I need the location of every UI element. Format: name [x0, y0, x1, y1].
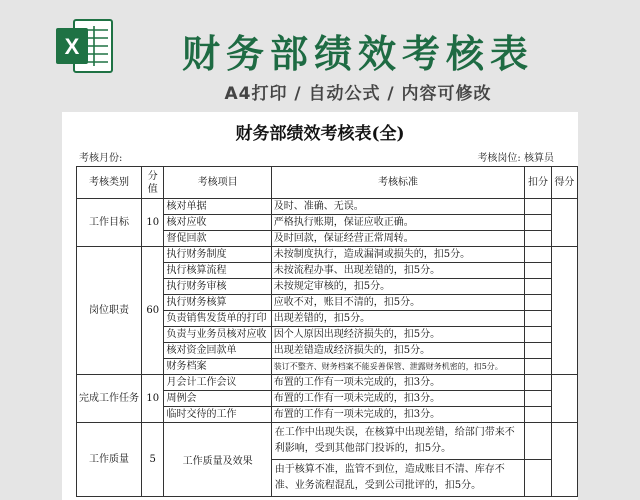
page-subtitle: A4打印 / 自动公式 / 内容可修改 [224, 84, 492, 104]
table-row [77, 423, 578, 460]
got-cell[interactable] [551, 199, 577, 247]
standard-cell: 因个人原因出现经济损失的，扣5分。 [271, 327, 525, 343]
item-cell: 财务档案 [164, 359, 271, 375]
item-cell: 负责销售发货单的打印 [164, 311, 271, 327]
item-cell: 负责与业务员核对应收 [164, 327, 271, 343]
standard-cell: 及时回款，保证经营正常周转。 [271, 231, 525, 247]
assessment-table [76, 166, 578, 497]
page-header [0, 0, 640, 112]
col-score: 分值 [142, 167, 164, 199]
col-standard: 考核标准 [271, 167, 525, 199]
deduct-cell[interactable] [525, 279, 551, 295]
deduct-cell[interactable] [525, 327, 551, 343]
score-cell: 5 [142, 423, 164, 497]
item-cell: 核对单据 [164, 199, 271, 215]
standard-cell: 布置的工作有一项未完成的，扣3分。 [271, 391, 525, 407]
standard-cell: 及时、准确、无误。 [271, 199, 525, 215]
got-cell[interactable] [551, 247, 577, 375]
deduct-cell[interactable] [525, 460, 551, 497]
excel-logo-icon [52, 16, 116, 76]
item-cell: 周例会 [164, 391, 271, 407]
col-deduct: 扣分 [525, 167, 551, 199]
standard-cell: 由于核算不准，监管不到位，造成账目不清、库存不准、业务流程混乱，受到公司批评的，扣5分。 [271, 460, 525, 497]
table-row [77, 247, 578, 263]
col-got: 得分 [551, 167, 577, 199]
deduct-cell[interactable] [525, 391, 551, 407]
standard-cell: 布置的工作有一项未完成的，扣3分。 [271, 375, 525, 391]
page-title: 财务部绩效考核表 [181, 32, 534, 76]
category-cell: 岗位职责 [77, 247, 142, 375]
deduct-cell[interactable] [525, 199, 551, 215]
deduct-cell[interactable] [525, 375, 551, 391]
standard-cell: 装订不整齐、财务档案不能妥善保管、泄露财务机密的，扣5分。 [271, 359, 525, 375]
deduct-cell[interactable] [525, 231, 551, 247]
standard-cell: 在工作中出现失误，在核算中出现差错，给部门带来不利影响，受到其他部门投诉的，扣5分。 [271, 423, 525, 460]
deduct-cell[interactable] [525, 215, 551, 231]
col-item: 考核项目 [164, 167, 271, 199]
deduct-cell[interactable] [525, 359, 551, 375]
item-cell: 工作质量及效果 [164, 423, 271, 497]
deduct-cell[interactable] [525, 295, 551, 311]
item-cell: 月会计工作会议 [164, 375, 271, 391]
standard-cell: 出现差错造成经济损失的，扣5分。 [271, 343, 525, 359]
item-cell: 临时交待的工作 [164, 407, 271, 423]
got-cell[interactable] [551, 423, 577, 497]
standard-cell: 布置的工作有一项未完成的，扣3分。 [271, 407, 525, 423]
item-cell: 核对资金回款单 [164, 343, 271, 359]
month-label: 考核月份: [79, 153, 123, 164]
item-cell: 核对应收 [164, 215, 271, 231]
score-cell: 60 [142, 247, 164, 375]
item-cell: 执行财务核算 [164, 295, 271, 311]
standard-cell: 未按流程办事、出现差错的，扣5分。 [271, 263, 525, 279]
sheet-title: 财务部绩效考核表(全) [235, 124, 405, 144]
standard-cell: 出现差错的，扣5分。 [271, 311, 525, 327]
table-row [77, 375, 578, 391]
category-cell: 完成工作任务 [77, 375, 142, 423]
item-cell: 执行核算流程 [164, 263, 271, 279]
deduct-cell[interactable] [525, 311, 551, 327]
standard-cell: 未按制度执行，造成漏洞或损失的，扣5分。 [271, 247, 525, 263]
standard-cell: 严格执行账期，保证应收正确。 [271, 215, 525, 231]
table-row [77, 199, 578, 215]
position-label: 考核岗位: 核算员 [477, 153, 554, 164]
deduct-cell[interactable] [525, 343, 551, 359]
standard-cell: 应收不对，账目不清的，扣5分。 [271, 295, 525, 311]
score-cell: 10 [142, 199, 164, 247]
item-cell: 督促回款 [164, 231, 271, 247]
deduct-cell[interactable] [525, 407, 551, 423]
sheet-preview [62, 112, 578, 500]
deduct-cell[interactable] [525, 247, 551, 263]
logo-letter: X [64, 34, 80, 59]
category-cell: 工作目标 [77, 199, 142, 247]
item-cell: 执行财务审核 [164, 279, 271, 295]
deduct-cell[interactable] [525, 263, 551, 279]
table-header-row [77, 167, 578, 199]
standard-cell: 未按规定审核的，扣5分。 [271, 279, 525, 295]
category-cell: 工作质量 [77, 423, 142, 497]
item-cell: 执行财务制度 [164, 247, 271, 263]
deduct-cell[interactable] [525, 423, 551, 460]
got-cell[interactable] [551, 375, 577, 423]
col-category: 考核类别 [77, 167, 142, 199]
score-cell: 10 [142, 375, 164, 423]
